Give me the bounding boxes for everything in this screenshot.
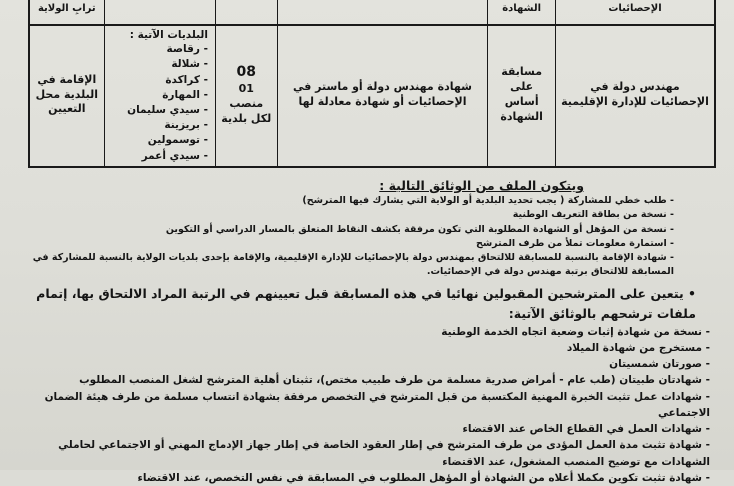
grade-cell: مهندس دولة في الإحصائيات للإدارة الإقليمية <box>555 24 714 166</box>
municipalities-list <box>106 42 214 164</box>
header-mode: الشهادة <box>487 0 555 24</box>
list-item: - شهادة الإقامة بالنسبة للمسابقة للالتحاق بمهندس دولة بالإحصائيات للإدارة الإقليمية، والإقامة بإحدى بلديات الولاية بالنسبة للمشاركة في المسابقة للالتحاق برتبة مهندس دولة في الإحصائيات. <box>14 251 674 280</box>
list-item: - نسخة من المؤهل أو الشهادة المطلوبة التي تكون مرفقة بكشف النقاط المتعلق بالمسار الدراسي أو التكوين <box>14 223 674 237</box>
list-item: - شهادة تثبت تكوين مكملا أعلاه من الشهادة أو المؤهل المطلوب في المسابقة في نفس التخصص، عند الاقتضاء <box>14 470 710 486</box>
completion-list <box>14 324 714 486</box>
list-item: - كراكدة <box>106 73 208 88</box>
list-item: - شهادات العمل في القطاع الخاص عند الاقتضاء <box>14 421 710 437</box>
dossier-list <box>14 194 714 280</box>
list-item: - طلب خطي للمشاركة ( يجب تحديد البلدية أو الولاية التي يشارك فيها المترشح) <box>14 194 674 208</box>
list-item: - شهادتان طبيتان (طب عام - أمراض صدرية مسلمة من طرف طبيب مختص)، تثبتان أهلية المترشح لشغل المنصب المطلوب <box>14 372 710 388</box>
qualification-cell: شهادة مهندس دولة أو ماستر في الإحصائيات أو شهادة معادلة لها <box>277 24 488 166</box>
table-row <box>30 24 714 166</box>
list-item: - شهادة تثبت مدة العمل المؤدى من طرف المترشح في إطار العقود الخاصة في إطار جهاز الإدماج المهني أو الاجتماعي لحاملي الشهادات مع توضيح المنصب المشغول، عند الاقتضاء <box>14 437 710 470</box>
municipalities-cell <box>104 24 215 166</box>
list-item: - نسخة من شهادة إثبات وضعية اتجاه الخدمة الوطنية <box>14 324 710 340</box>
header-posts <box>215 0 277 24</box>
header-residence: ترابِ الولاية <box>30 0 104 24</box>
posts-count: 08 <box>237 63 256 82</box>
header-municipalities <box>104 0 215 24</box>
list-item: - شهادات عمل تثبت الخبرة المهنية المكتسبة من قبل المترشح في التخصص مرفقة بشهادة انتساب مسلمة من طرف هيئة الضمان الاجتماعي <box>14 389 710 422</box>
posts-scope: لكل بلدية <box>221 112 271 127</box>
list-item: - سيدي أعمر <box>106 149 208 164</box>
municipalities-title: البلديات الآتية : <box>106 28 214 42</box>
completion-note: • يتعين على المترشحين المقبولين نهائيا في هذه المسابقة قبل تعيينهم في الرتبة المراد الالتحاق بها، إتمام ملفات ترشحهم بالوثائق الآتية: <box>14 284 696 324</box>
dossier-title: ويتكون الملف من الوثائق التالية : <box>14 178 584 193</box>
list-item: - استمارة معلومات تملأ من طرف المترشح <box>14 237 674 251</box>
list-item: - رقاصة <box>106 42 208 57</box>
list-item: - نسخة من بطاقة التعريف الوطنية <box>14 208 674 222</box>
residence-cell: الإقامة في البلدية محل التعيين <box>30 24 104 166</box>
list-item: - شلالة <box>106 57 208 72</box>
list-item: - سيدي سليمان <box>106 103 208 118</box>
list-item: - صورتان شمسيتان <box>14 356 710 372</box>
recruitment-table <box>28 0 716 168</box>
posts-cell <box>215 24 277 166</box>
list-item: - مستخرج من شهادة الميلاد <box>14 340 710 356</box>
mode-cell: مسابقة على أساس الشهادة <box>487 24 555 166</box>
header-grade: الإحصائيات <box>555 0 714 24</box>
list-item: - بريزينة <box>106 118 208 133</box>
table-header-row <box>30 0 714 26</box>
list-item: - توسمولين <box>106 133 208 148</box>
document-body <box>14 178 714 486</box>
list-item: - المهارة <box>106 88 208 103</box>
posts-per-unit: 01 منصب <box>220 82 273 112</box>
header-qualification <box>277 0 488 24</box>
